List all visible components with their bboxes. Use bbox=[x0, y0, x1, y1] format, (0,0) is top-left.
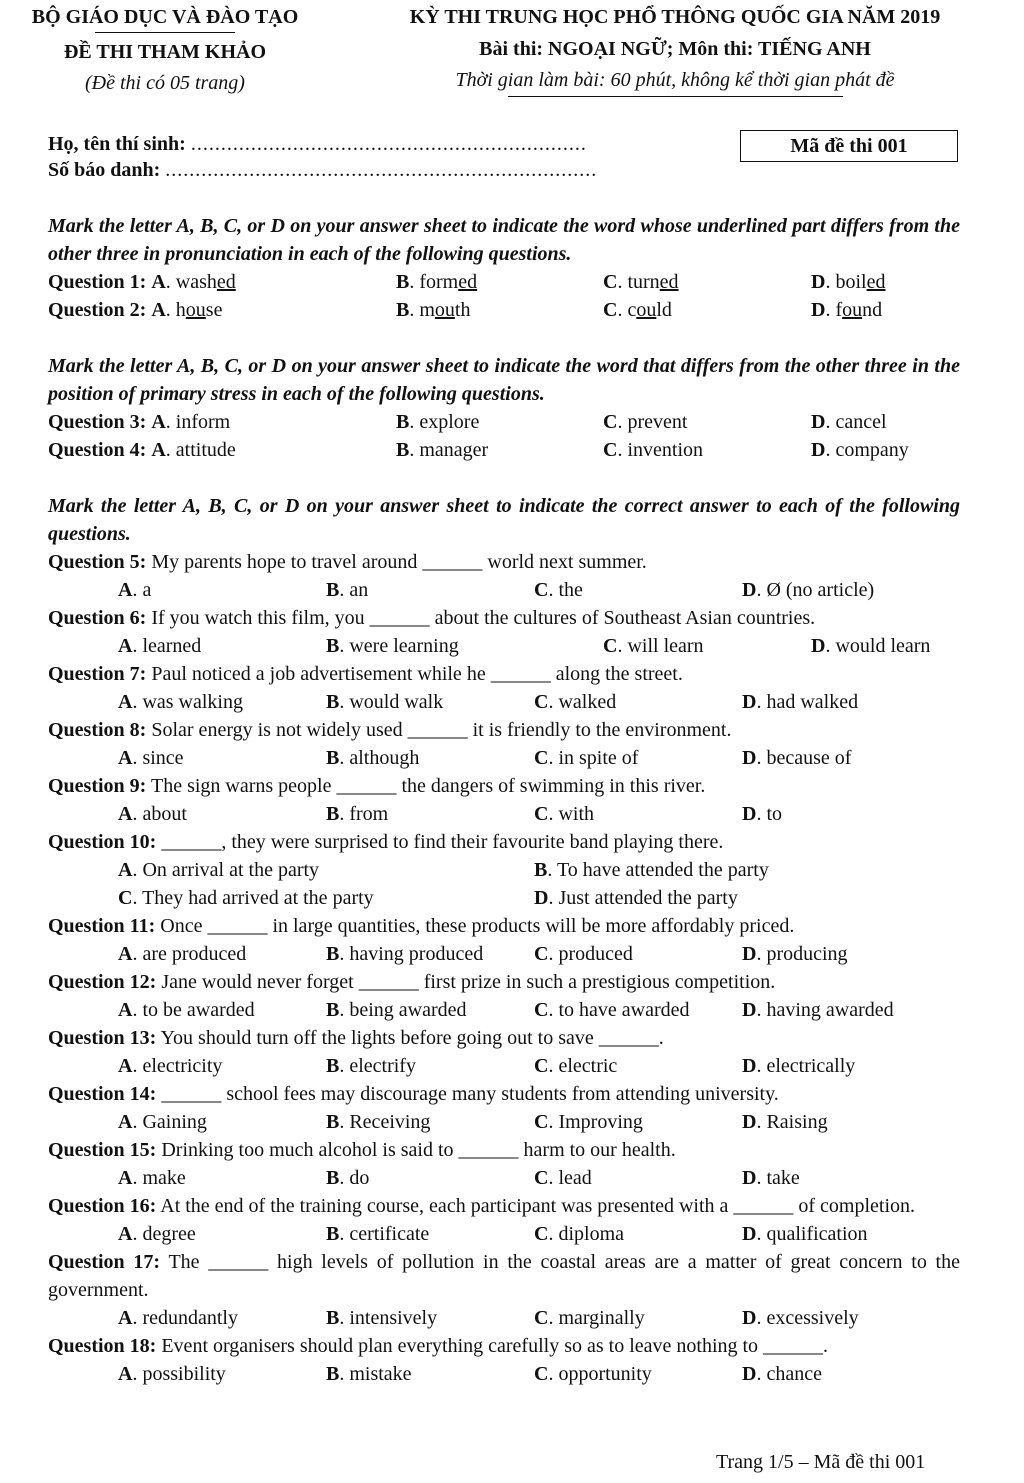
option-text: having produced bbox=[349, 943, 484, 965]
option-text: was walking bbox=[142, 691, 243, 713]
option-text: Just attended the party bbox=[558, 887, 738, 909]
candidate-name-field: .................................................................. bbox=[190, 133, 587, 155]
option-text: turn bbox=[627, 271, 660, 293]
option-c: C. lead bbox=[534, 1167, 592, 1189]
section-instruction-pronunciation: Mark the letter A, B, C, or D on your answer sheet to indicate the word whose underlined part differs from the other three in pronunciation in each of the following questions. bbox=[48, 215, 960, 265]
question-label: Question 10: bbox=[48, 831, 157, 853]
option-c: C. to have awarded bbox=[534, 999, 690, 1021]
option-text: excessively bbox=[766, 1307, 859, 1329]
question-stem bbox=[48, 1192, 960, 1220]
option-text: were learning bbox=[349, 635, 459, 657]
option-text: diploma bbox=[558, 1223, 624, 1245]
option-text: Ø (no article) bbox=[766, 579, 875, 601]
question-option: C. prevent bbox=[603, 411, 688, 433]
question-option: Question 2: A. house bbox=[48, 299, 223, 321]
question-label: Question 6: bbox=[48, 607, 147, 629]
question-stem bbox=[48, 1024, 960, 1052]
option-c: C. diploma bbox=[534, 1223, 624, 1245]
candidate-info bbox=[48, 131, 597, 183]
options-row bbox=[48, 744, 960, 772]
option-b: B. Receiving bbox=[326, 1111, 431, 1133]
option-d: D. Ø (no article) bbox=[742, 579, 875, 601]
page-footer: Trang 1/5 – Mã đề thi 001 bbox=[716, 1451, 926, 1473]
option-text: cancel bbox=[835, 411, 887, 433]
question-row bbox=[48, 296, 960, 324]
option-a: A. possibility bbox=[118, 1363, 226, 1385]
option-letter: B bbox=[396, 299, 410, 321]
option-text: inform bbox=[175, 411, 231, 433]
option-a: A. electricity bbox=[118, 1055, 223, 1077]
option-letter: C bbox=[603, 299, 618, 321]
option-letter: C bbox=[603, 271, 618, 293]
question-stem bbox=[48, 1080, 960, 1108]
option-text: Improving bbox=[558, 1111, 643, 1133]
option-text: electricity bbox=[142, 1055, 223, 1077]
option-text: m bbox=[419, 299, 435, 321]
option-text: the bbox=[558, 579, 583, 601]
option-a: A. about bbox=[118, 803, 187, 825]
question-text: ______ school fees may discourage many students from attending university. bbox=[161, 1083, 779, 1105]
question-stem bbox=[48, 912, 960, 940]
question-label: Question 9: bbox=[48, 775, 147, 797]
option-text: manager bbox=[419, 439, 489, 461]
option-text: will learn bbox=[627, 635, 704, 657]
question-label: Question 3: bbox=[48, 411, 147, 433]
question-stem bbox=[48, 772, 960, 800]
option-text: because of bbox=[766, 747, 852, 769]
option-text: to have awarded bbox=[558, 999, 690, 1021]
options-row bbox=[48, 800, 960, 828]
option-text: company bbox=[835, 439, 909, 461]
option-text: being awarded bbox=[349, 999, 467, 1021]
option-b: B. electrify bbox=[326, 1055, 416, 1077]
header-right bbox=[355, 4, 995, 97]
option-underlined: ou bbox=[434, 299, 455, 321]
option-d: D. producing bbox=[742, 943, 848, 965]
question-label: Question 5: bbox=[48, 551, 147, 573]
question-text: At the end of the training course, each participant was presented with a ______ of completion. bbox=[160, 1195, 916, 1217]
option-b: B. would walk bbox=[326, 691, 444, 713]
options-row bbox=[48, 632, 960, 660]
ministry-name: BỘ GIÁO DỤC VÀ ĐÀO TẠO bbox=[31, 6, 299, 28]
option-text: mistake bbox=[349, 1363, 412, 1385]
option-text: wash bbox=[175, 271, 217, 293]
question-stem bbox=[48, 1136, 960, 1164]
option-text: electric bbox=[558, 1055, 618, 1077]
question-stem bbox=[48, 968, 960, 996]
option-b: B. from bbox=[326, 803, 389, 825]
option-text: certificate bbox=[349, 1223, 430, 1245]
option-underlined: ed bbox=[866, 271, 886, 293]
question-option: C. invention bbox=[603, 439, 703, 461]
option-text: take bbox=[766, 1167, 800, 1189]
option-text: produced bbox=[558, 943, 633, 965]
option-underlined: ou bbox=[842, 299, 863, 321]
header-right-rule bbox=[508, 96, 843, 97]
question-text: If you watch this film, you ______ about the cultures of Southeast Asian countries. bbox=[151, 607, 816, 629]
option-text: ld bbox=[656, 299, 672, 321]
option-text: redundantly bbox=[142, 1307, 238, 1329]
header-left bbox=[0, 4, 330, 97]
option-letter: A bbox=[151, 439, 166, 461]
exam-time: Thời gian làm bài: 60 phút, không kể thời gian phát đề bbox=[455, 69, 895, 91]
option-text: do bbox=[349, 1167, 370, 1189]
question-label: Question 4: bbox=[48, 439, 147, 461]
option-letter: A bbox=[151, 299, 166, 321]
question-row bbox=[48, 408, 960, 436]
question-option: D. boiled bbox=[811, 271, 886, 293]
options-row bbox=[48, 996, 960, 1024]
option-text: f bbox=[835, 299, 843, 321]
option-text: producing bbox=[766, 943, 848, 965]
question-stem bbox=[48, 1332, 960, 1360]
option-d: D. having awarded bbox=[742, 999, 894, 1021]
option-text: On arrival at the party bbox=[142, 859, 320, 881]
option-underlined: ed bbox=[659, 271, 679, 293]
candidate-id-label: Số báo danh: bbox=[48, 159, 161, 181]
options-row bbox=[48, 884, 960, 912]
option-c: C. will learn bbox=[603, 635, 704, 657]
option-text: To have attended the party bbox=[556, 859, 769, 881]
option-c: C. with bbox=[534, 803, 595, 825]
question-text: The sign warns people ______ the dangers of swimming in this river. bbox=[150, 775, 706, 797]
options-row bbox=[48, 576, 960, 604]
option-text: having awarded bbox=[766, 999, 894, 1021]
option-c: C. produced bbox=[534, 943, 633, 965]
exam-subject: Bài thi: NGOẠI NGỮ; Môn thi: TIẾNG ANH bbox=[479, 38, 871, 60]
option-text: h bbox=[175, 299, 186, 321]
option-a: A. Gaining bbox=[118, 1111, 207, 1133]
option-letter: A bbox=[151, 411, 166, 433]
options-row bbox=[48, 1360, 960, 1388]
question-option: B. mouth bbox=[396, 299, 471, 321]
option-c: C. walked bbox=[534, 691, 617, 713]
option-letter: D bbox=[811, 299, 826, 321]
option-letter: A bbox=[151, 271, 166, 293]
option-text: an bbox=[349, 579, 369, 601]
question-label: Question 16: bbox=[48, 1195, 157, 1217]
option-d: D. qualification bbox=[742, 1223, 868, 1245]
option-text: a bbox=[142, 579, 152, 601]
option-text: are produced bbox=[142, 943, 247, 965]
options-row bbox=[48, 856, 960, 884]
option-c: C. in spite of bbox=[534, 747, 639, 769]
option-text: to be awarded bbox=[142, 999, 255, 1021]
question-label: Question 13: bbox=[48, 1027, 157, 1049]
question-option: B. formed bbox=[396, 271, 478, 293]
option-text: lead bbox=[558, 1167, 592, 1189]
question-label: Question 14: bbox=[48, 1083, 157, 1105]
option-a: A. make bbox=[118, 1167, 186, 1189]
question-label: Question 7: bbox=[48, 663, 147, 685]
question-option: D. cancel bbox=[811, 411, 887, 433]
options-row bbox=[48, 1108, 960, 1136]
option-text: electrify bbox=[349, 1055, 416, 1077]
option-letter: B bbox=[396, 271, 410, 293]
option-b: B. being awarded bbox=[326, 999, 467, 1021]
option-b: B. having produced bbox=[326, 943, 484, 965]
option-b: B. mistake bbox=[326, 1363, 412, 1385]
question-stem bbox=[48, 828, 960, 856]
option-d: D. chance bbox=[742, 1363, 822, 1385]
option-text: nd bbox=[862, 299, 883, 321]
option-text: with bbox=[558, 803, 595, 825]
question-label: Question 18: bbox=[48, 1335, 157, 1357]
question-text: You should turn off the lights before going out to save ______. bbox=[160, 1027, 664, 1049]
option-letter: C bbox=[603, 411, 618, 433]
option-letter: C bbox=[603, 439, 618, 461]
option-d: D. take bbox=[742, 1167, 800, 1189]
option-text: would walk bbox=[349, 691, 444, 713]
option-text: electrically bbox=[766, 1055, 856, 1077]
question-option: B. explore bbox=[396, 411, 480, 433]
question-label: Question 11: bbox=[48, 915, 156, 937]
option-b: B. To have attended the party bbox=[534, 859, 769, 881]
option-underlined: ou bbox=[636, 299, 657, 321]
option-text: opportunity bbox=[558, 1363, 652, 1385]
option-text: degree bbox=[142, 1223, 196, 1245]
option-text: Receiving bbox=[349, 1111, 431, 1133]
option-text: prevent bbox=[627, 411, 688, 433]
option-text: chance bbox=[766, 1363, 822, 1385]
question-text: My parents hope to travel around ______ world next summer. bbox=[151, 551, 647, 573]
question-stem bbox=[48, 716, 960, 744]
option-text: form bbox=[419, 271, 459, 293]
option-a: A. degree bbox=[118, 1223, 196, 1245]
options-row bbox=[48, 1220, 960, 1248]
option-text: to bbox=[766, 803, 783, 825]
question-option: D. found bbox=[811, 299, 883, 321]
question-label: Question 2: bbox=[48, 299, 147, 321]
question-stem bbox=[48, 604, 960, 632]
option-d: D. would learn bbox=[811, 635, 931, 657]
option-text: c bbox=[627, 299, 637, 321]
option-text: learned bbox=[142, 635, 202, 657]
option-b: B. intensively bbox=[326, 1307, 438, 1329]
option-letter: B bbox=[396, 411, 410, 433]
question-label: Question 17: bbox=[48, 1251, 161, 1273]
question-text: Drinking too much alcohol is said to ______ harm to our health. bbox=[161, 1139, 676, 1161]
option-text: se bbox=[205, 299, 223, 321]
question-text: Event organisers should plan everything carefully so as to leave nothing to ______. bbox=[161, 1335, 829, 1357]
option-text: intensively bbox=[349, 1307, 438, 1329]
question-option: B. manager bbox=[396, 439, 489, 461]
option-text: invention bbox=[627, 439, 703, 461]
option-text: Gaining bbox=[142, 1111, 207, 1133]
candidate-name-line bbox=[48, 131, 597, 157]
candidate-id-line bbox=[48, 157, 597, 183]
option-text: in spite of bbox=[558, 747, 639, 769]
option-b: B. were learning bbox=[326, 635, 459, 657]
option-text: attitude bbox=[175, 439, 236, 461]
question-label: Question 12: bbox=[48, 971, 157, 993]
option-text: since bbox=[142, 747, 184, 769]
option-a: A. redundantly bbox=[118, 1307, 238, 1329]
option-text: They had arrived at the party bbox=[142, 887, 374, 909]
option-d: D. Just attended the party bbox=[534, 887, 738, 909]
options-row bbox=[48, 688, 960, 716]
option-b: B. certificate bbox=[326, 1223, 430, 1245]
option-text: although bbox=[349, 747, 420, 769]
question-row bbox=[48, 268, 960, 296]
option-text: make bbox=[142, 1167, 186, 1189]
option-a: A. since bbox=[118, 747, 184, 769]
exam-body bbox=[48, 212, 960, 1388]
option-b: B. although bbox=[326, 747, 420, 769]
options-row bbox=[48, 940, 960, 968]
question-label: Question 8: bbox=[48, 719, 147, 741]
option-c: C. the bbox=[534, 579, 583, 601]
option-underlined: ed bbox=[216, 271, 236, 293]
option-b: B. do bbox=[326, 1167, 370, 1189]
option-text: marginally bbox=[558, 1307, 645, 1329]
option-d: D. excessively bbox=[742, 1307, 859, 1329]
option-d: D. because of bbox=[742, 747, 852, 769]
question-stem bbox=[48, 548, 960, 576]
question-text: Solar energy is not widely used ______ it is friendly to the environment. bbox=[151, 719, 732, 741]
question-text: ______, they were surprised to find their favourite band playing there. bbox=[161, 831, 724, 853]
option-letter: D bbox=[811, 439, 826, 461]
option-text: had walked bbox=[766, 691, 859, 713]
option-c: C. They had arrived at the party bbox=[118, 887, 374, 909]
option-letter: B bbox=[396, 439, 410, 461]
question-text: Jane would never forget ______ first prize in such a prestigious competition. bbox=[161, 971, 776, 993]
exam-code-box: Mã đề thi 001 bbox=[740, 130, 958, 162]
option-text: explore bbox=[419, 411, 480, 433]
option-text: boil bbox=[835, 271, 867, 293]
question-text: Once ______ in large quantities, these products will be more affordably priced. bbox=[160, 915, 795, 937]
options-row bbox=[48, 1304, 960, 1332]
question-text: The ______ high levels of pollution in the coastal areas are a matter of great concern to the government. bbox=[48, 1251, 960, 1301]
option-text: th bbox=[454, 299, 471, 321]
option-c: C. marginally bbox=[534, 1307, 645, 1329]
option-a: A. are produced bbox=[118, 943, 247, 965]
question-option: Question 1: A. washed bbox=[48, 271, 236, 293]
question-option: C. could bbox=[603, 299, 672, 321]
option-underlined: ou bbox=[185, 299, 206, 321]
pages-note: (Đề thi có 05 trang) bbox=[85, 72, 245, 94]
option-text: about bbox=[142, 803, 187, 825]
option-letter: D bbox=[811, 411, 826, 433]
option-text: would learn bbox=[835, 635, 931, 657]
section-instruction-correct-answer: Mark the letter A, B, C, or D on your answer sheet to indicate the correct answer to each of the following questions. bbox=[48, 495, 960, 545]
options-row bbox=[48, 1164, 960, 1192]
header-left-rule bbox=[95, 32, 235, 33]
option-a: A. On arrival at the party bbox=[118, 859, 320, 881]
option-a: A. was walking bbox=[118, 691, 243, 713]
question-label: Question 1: bbox=[48, 271, 147, 293]
section-instruction-stress: Mark the letter A, B, C, or D on your answer sheet to indicate the word that differs from the other three in the position of primary stress in each of the following questions. bbox=[48, 355, 960, 405]
option-a: A. a bbox=[118, 579, 152, 601]
question-text: Paul noticed a job advertisement while he ______ along the street. bbox=[151, 663, 683, 685]
question-option: C. turned bbox=[603, 271, 679, 293]
option-text: walked bbox=[558, 691, 617, 713]
question-option: Question 3: A. inform bbox=[48, 411, 231, 433]
option-c: C. electric bbox=[534, 1055, 618, 1077]
option-c: C. Improving bbox=[534, 1111, 643, 1133]
option-text: Raising bbox=[766, 1111, 828, 1133]
option-text: from bbox=[349, 803, 389, 825]
candidate-id-field: ........................................................................ bbox=[165, 159, 598, 181]
question-row bbox=[48, 436, 960, 464]
option-d: D. electrically bbox=[742, 1055, 856, 1077]
option-a: A. to be awarded bbox=[118, 999, 255, 1021]
option-c: C. opportunity bbox=[534, 1363, 652, 1385]
option-d: D. had walked bbox=[742, 691, 859, 713]
question-option: D. company bbox=[811, 439, 909, 461]
question-stem bbox=[48, 660, 960, 688]
question-stem bbox=[48, 1248, 960, 1304]
option-text: possibility bbox=[142, 1363, 226, 1385]
question-option: Question 4: A. attitude bbox=[48, 439, 236, 461]
option-d: D. to bbox=[742, 803, 783, 825]
candidate-name-label: Họ, tên thí sinh: bbox=[48, 133, 186, 155]
option-a: A. learned bbox=[118, 635, 202, 657]
option-b: B. an bbox=[326, 579, 369, 601]
option-underlined: ed bbox=[458, 271, 478, 293]
option-text: qualification bbox=[766, 1223, 868, 1245]
exam-title: KỲ THI TRUNG HỌC PHỔ THÔNG QUỐC GIA NĂM 2019 bbox=[409, 6, 941, 28]
option-letter: D bbox=[811, 271, 826, 293]
options-row bbox=[48, 1052, 960, 1080]
question-label: Question 15: bbox=[48, 1139, 157, 1161]
option-d: D. Raising bbox=[742, 1111, 828, 1133]
exam-type: ĐỀ THI THAM KHẢO bbox=[63, 41, 267, 63]
